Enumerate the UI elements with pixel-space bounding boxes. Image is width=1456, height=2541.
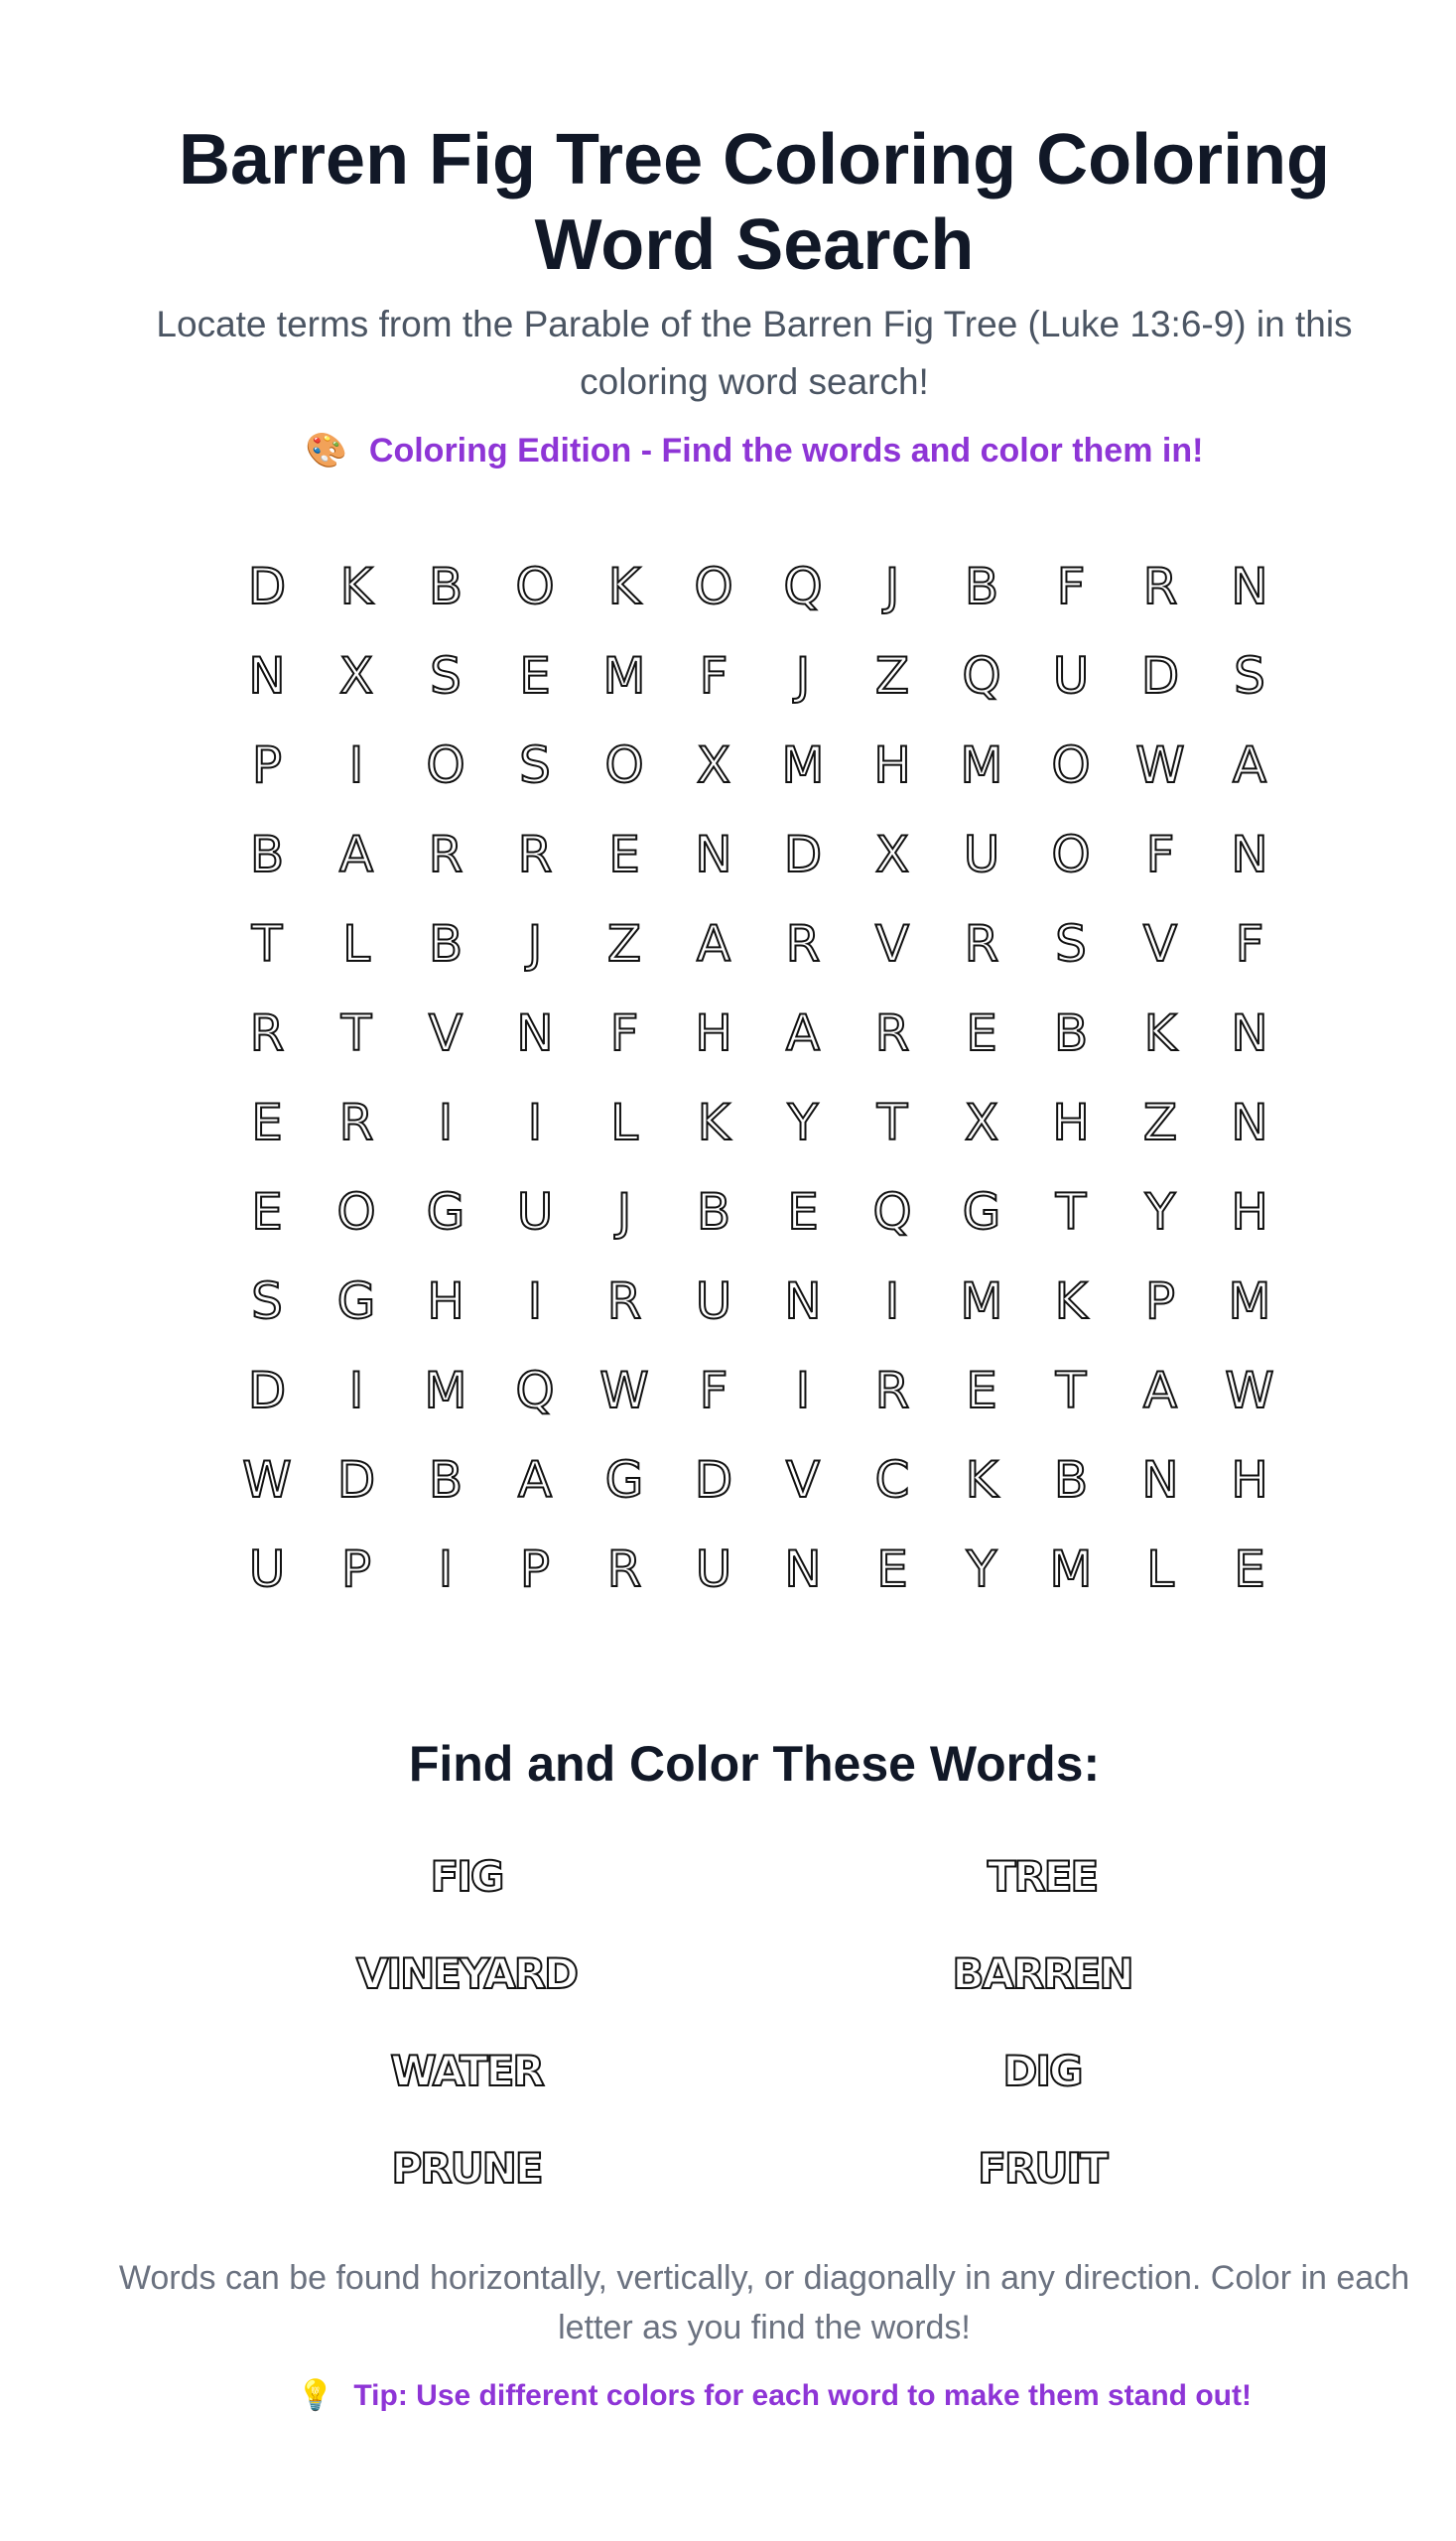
grid-letter[interactable]: B: [1053, 1451, 1089, 1509]
grid-letter[interactable]: A: [1232, 736, 1267, 794]
grid-letter[interactable]: R: [249, 1004, 285, 1062]
grid-letter[interactable]: R: [338, 1094, 374, 1151]
grid-letter[interactable]: J: [884, 558, 900, 615]
grid-letter[interactable]: X: [964, 1094, 999, 1151]
grid-letter[interactable]: I: [527, 1094, 543, 1151]
grid-letter[interactable]: P: [519, 1540, 551, 1598]
grid-letter[interactable]: M: [424, 1362, 467, 1419]
grid-letter[interactable]: N: [695, 826, 732, 883]
grid-letter[interactable]: O: [694, 558, 733, 615]
grid-letter[interactable]: J: [795, 647, 811, 705]
tip-text: Tip: Use different colors for each word to make them stand out!: [353, 2379, 1252, 2412]
word-list-item: DIG: [1002, 2046, 1082, 2095]
grid-letter[interactable]: D: [247, 1362, 287, 1419]
grid-letter[interactable]: N: [1231, 826, 1268, 883]
grid-letter[interactable]: H: [695, 1004, 732, 1062]
grid-letter[interactable]: T: [1055, 1362, 1087, 1419]
grid-letter[interactable]: B: [428, 915, 463, 973]
grid-letter[interactable]: F: [1056, 558, 1086, 615]
grid-letter[interactable]: D: [783, 826, 823, 883]
grid-letter[interactable]: V: [874, 915, 910, 973]
page-title: Barren Fig Tree Coloring Coloring Word Search: [178, 120, 1331, 285]
grid-letter[interactable]: U: [963, 826, 1000, 883]
grid-letter[interactable]: I: [884, 1272, 900, 1330]
word-list-item: VINEYARD: [355, 1948, 578, 1998]
grid-letter[interactable]: P: [1144, 1272, 1176, 1330]
grid-letter[interactable]: E: [251, 1094, 283, 1151]
grid-letter[interactable]: M: [1228, 1272, 1271, 1330]
grid-letter[interactable]: U: [695, 1540, 732, 1598]
grid-letter[interactable]: I: [348, 1362, 364, 1419]
grid-letter[interactable]: T: [1055, 1183, 1087, 1241]
grid-letter[interactable]: N: [784, 1540, 822, 1598]
grid-letter[interactable]: U: [248, 1540, 286, 1598]
grid-letter[interactable]: H: [1231, 1451, 1268, 1509]
grid-letter[interactable]: B: [249, 826, 285, 883]
grid-letter[interactable]: B: [1053, 1004, 1089, 1062]
grid-letter[interactable]: N: [1231, 1004, 1268, 1062]
grid-letter[interactable]: L: [1146, 1540, 1174, 1598]
grid-letter[interactable]: E: [519, 647, 551, 705]
edition-banner: [0, 429, 1456, 472]
word-list-item: BARREN: [952, 1948, 1132, 1998]
grid-letter[interactable]: R: [606, 1272, 642, 1330]
grid-letter[interactable]: P: [251, 736, 283, 794]
grid-letter[interactable]: R: [428, 826, 463, 883]
grid-letter[interactable]: Y: [787, 1094, 819, 1151]
grid-letter[interactable]: A: [696, 915, 731, 973]
tip-banner: [0, 2376, 1456, 2416]
grid-letter[interactable]: I: [795, 1362, 811, 1419]
grid-letter[interactable]: O: [426, 736, 465, 794]
grid-letter[interactable]: E: [966, 1004, 997, 1062]
word-list: [179, 1846, 1330, 2235]
grid-letter[interactable]: U: [516, 1183, 554, 1241]
grid-letter[interactable]: T: [251, 915, 283, 973]
grid-letter[interactable]: F: [699, 647, 728, 705]
grid-letter[interactable]: V: [785, 1451, 821, 1509]
grid-letter[interactable]: W: [1135, 736, 1185, 794]
grid-letter[interactable]: E: [251, 1183, 283, 1241]
grid-letter[interactable]: Q: [515, 1362, 555, 1419]
grid-letter[interactable]: H: [1052, 1094, 1090, 1151]
grid-letter[interactable]: Y: [966, 1540, 997, 1598]
page-subtitle: Locate terms from the Parable of the Barren Fig Tree (Luke 13:6-9) in this coloring word search!: [156, 304, 1353, 402]
grid-letter[interactable]: J: [527, 915, 543, 973]
edition-text: Coloring Edition - Find the words and color them in!: [368, 432, 1204, 469]
grid-letter[interactable]: R: [874, 1362, 910, 1419]
word-list-item: TREE: [987, 1851, 1098, 1901]
grid-letter[interactable]: F: [699, 1362, 728, 1419]
grid-letter[interactable]: O: [336, 1183, 376, 1241]
grid-letter[interactable]: M: [960, 736, 1003, 794]
grid-letter[interactable]: N: [784, 1272, 822, 1330]
grid-letter[interactable]: O: [604, 736, 644, 794]
grid-letter[interactable]: G: [426, 1183, 465, 1241]
grid-letter[interactable]: Z: [606, 915, 642, 973]
grid-letter[interactable]: E: [1234, 1540, 1265, 1598]
grid-letter[interactable]: R: [517, 826, 553, 883]
grid-letter[interactable]: Y: [1144, 1183, 1176, 1241]
grid-letter[interactable]: G: [336, 1272, 376, 1330]
grid-letter[interactable]: O: [515, 558, 555, 615]
grid-letter[interactable]: N: [1231, 1094, 1268, 1151]
word-list-item: PRUNE: [391, 2143, 542, 2193]
word-list-title: Find and Color These Words:: [408, 1736, 1101, 1792]
grid-letter[interactable]: C: [874, 1451, 910, 1509]
grid-letter[interactable]: H: [1231, 1183, 1268, 1241]
grid-letter[interactable]: T: [340, 1004, 372, 1062]
grid-letter[interactable]: K: [1143, 1004, 1177, 1062]
grid-letter[interactable]: N: [248, 647, 286, 705]
grid-letter[interactable]: M: [960, 1272, 1003, 1330]
grid-letter[interactable]: N: [1231, 558, 1268, 615]
grid-letter[interactable]: Z: [1142, 1094, 1178, 1151]
grid-letter[interactable]: N: [516, 1004, 554, 1062]
grid-letter[interactable]: O: [1051, 736, 1091, 794]
palette-icon: 🎨: [305, 432, 347, 469]
grid-letter[interactable]: I: [438, 1540, 454, 1598]
grid-letter[interactable]: J: [616, 1183, 632, 1241]
grid-letter[interactable]: B: [428, 558, 463, 615]
grid-letter[interactable]: W: [242, 1451, 292, 1509]
grid-letter[interactable]: B: [428, 1451, 463, 1509]
grid-letter[interactable]: E: [787, 1183, 819, 1241]
grid-letter[interactable]: Q: [783, 558, 823, 615]
grid-letter[interactable]: B: [696, 1183, 731, 1241]
grid-letter[interactable]: E: [966, 1362, 997, 1419]
grid-letter[interactable]: R: [1142, 558, 1178, 615]
grid-letter[interactable]: F: [1145, 826, 1175, 883]
lightbulb-icon: 💡: [297, 2379, 334, 2412]
grid-letter[interactable]: B: [964, 558, 999, 615]
grid-letter[interactable]: S: [1234, 647, 1265, 705]
grid-letter[interactable]: I: [527, 1272, 543, 1330]
word-list-item: FRUIT: [978, 2143, 1107, 2193]
grid-letter[interactable]: D: [247, 558, 287, 615]
grid-letter[interactable]: D: [694, 1451, 733, 1509]
grid-letter[interactable]: Q: [962, 647, 1001, 705]
grid-letter[interactable]: K: [965, 1451, 998, 1509]
grid-letter[interactable]: E: [608, 826, 640, 883]
grid-letter[interactable]: A: [785, 1004, 821, 1062]
grid-letter[interactable]: X: [696, 736, 731, 794]
grid-letter[interactable]: Z: [874, 647, 910, 705]
grid-letter[interactable]: Q: [872, 1183, 912, 1241]
grid-letter[interactable]: T: [876, 1094, 908, 1151]
grid-letter[interactable]: S: [519, 736, 551, 794]
grid-letter[interactable]: D: [336, 1451, 376, 1509]
grid-letter[interactable]: R: [785, 915, 821, 973]
grid-letter[interactable]: X: [338, 647, 374, 705]
word-list-item: FIG: [430, 1851, 503, 1901]
grid-letter[interactable]: A: [517, 1451, 553, 1509]
grid-letter[interactable]: X: [874, 826, 910, 883]
grid-letter[interactable]: O: [1051, 826, 1091, 883]
grid-letter[interactable]: N: [1141, 1451, 1179, 1509]
grid-letter[interactable]: E: [876, 1540, 908, 1598]
grid-letter[interactable]: H: [873, 736, 911, 794]
grid-letter[interactable]: W: [599, 1362, 649, 1419]
grid-letter[interactable]: L: [610, 1094, 638, 1151]
grid-letter[interactable]: A: [1142, 1362, 1178, 1419]
grid-letter[interactable]: U: [1052, 647, 1090, 705]
grid-letter[interactable]: V: [428, 1004, 463, 1062]
grid-letter[interactable]: K: [1054, 1272, 1088, 1330]
grid-letter[interactable]: R: [874, 1004, 910, 1062]
grid-letter[interactable]: W: [1225, 1362, 1274, 1419]
grid-letter[interactable]: R: [606, 1540, 642, 1598]
grid-letter[interactable]: F: [609, 1004, 639, 1062]
grid-letter[interactable]: K: [697, 1094, 730, 1151]
grid-letter[interactable]: I: [348, 736, 364, 794]
grid-letter[interactable]: K: [339, 558, 373, 615]
instructions: Words can be found horizontally, vertically, or diagonally in any direction. Color in each letter as you find the words!: [118, 2259, 1410, 2346]
grid-letter[interactable]: G: [604, 1451, 644, 1509]
grid-letter[interactable]: S: [1055, 915, 1087, 973]
word-list-item: WATER: [390, 2046, 543, 2095]
grid-letter[interactable]: U: [695, 1272, 732, 1330]
grid-letter[interactable]: D: [1140, 647, 1180, 705]
grid-letter[interactable]: L: [342, 915, 370, 973]
grid-letter[interactable]: M: [781, 736, 825, 794]
grid-letter[interactable]: S: [430, 647, 462, 705]
grid-letter[interactable]: K: [607, 558, 641, 615]
grid-letter[interactable]: A: [338, 826, 374, 883]
grid-letter[interactable]: F: [1235, 915, 1264, 973]
grid-letter[interactable]: P: [340, 1540, 372, 1598]
grid-letter[interactable]: I: [438, 1094, 454, 1151]
grid-letter[interactable]: M: [1049, 1540, 1093, 1598]
grid-letter[interactable]: V: [1142, 915, 1178, 973]
grid-letter[interactable]: R: [964, 915, 999, 973]
grid-letter[interactable]: M: [602, 647, 646, 705]
grid-letter[interactable]: H: [427, 1272, 464, 1330]
letter-grid: [222, 542, 1294, 1614]
grid-letter[interactable]: S: [251, 1272, 283, 1330]
grid-letter[interactable]: G: [962, 1183, 1001, 1241]
